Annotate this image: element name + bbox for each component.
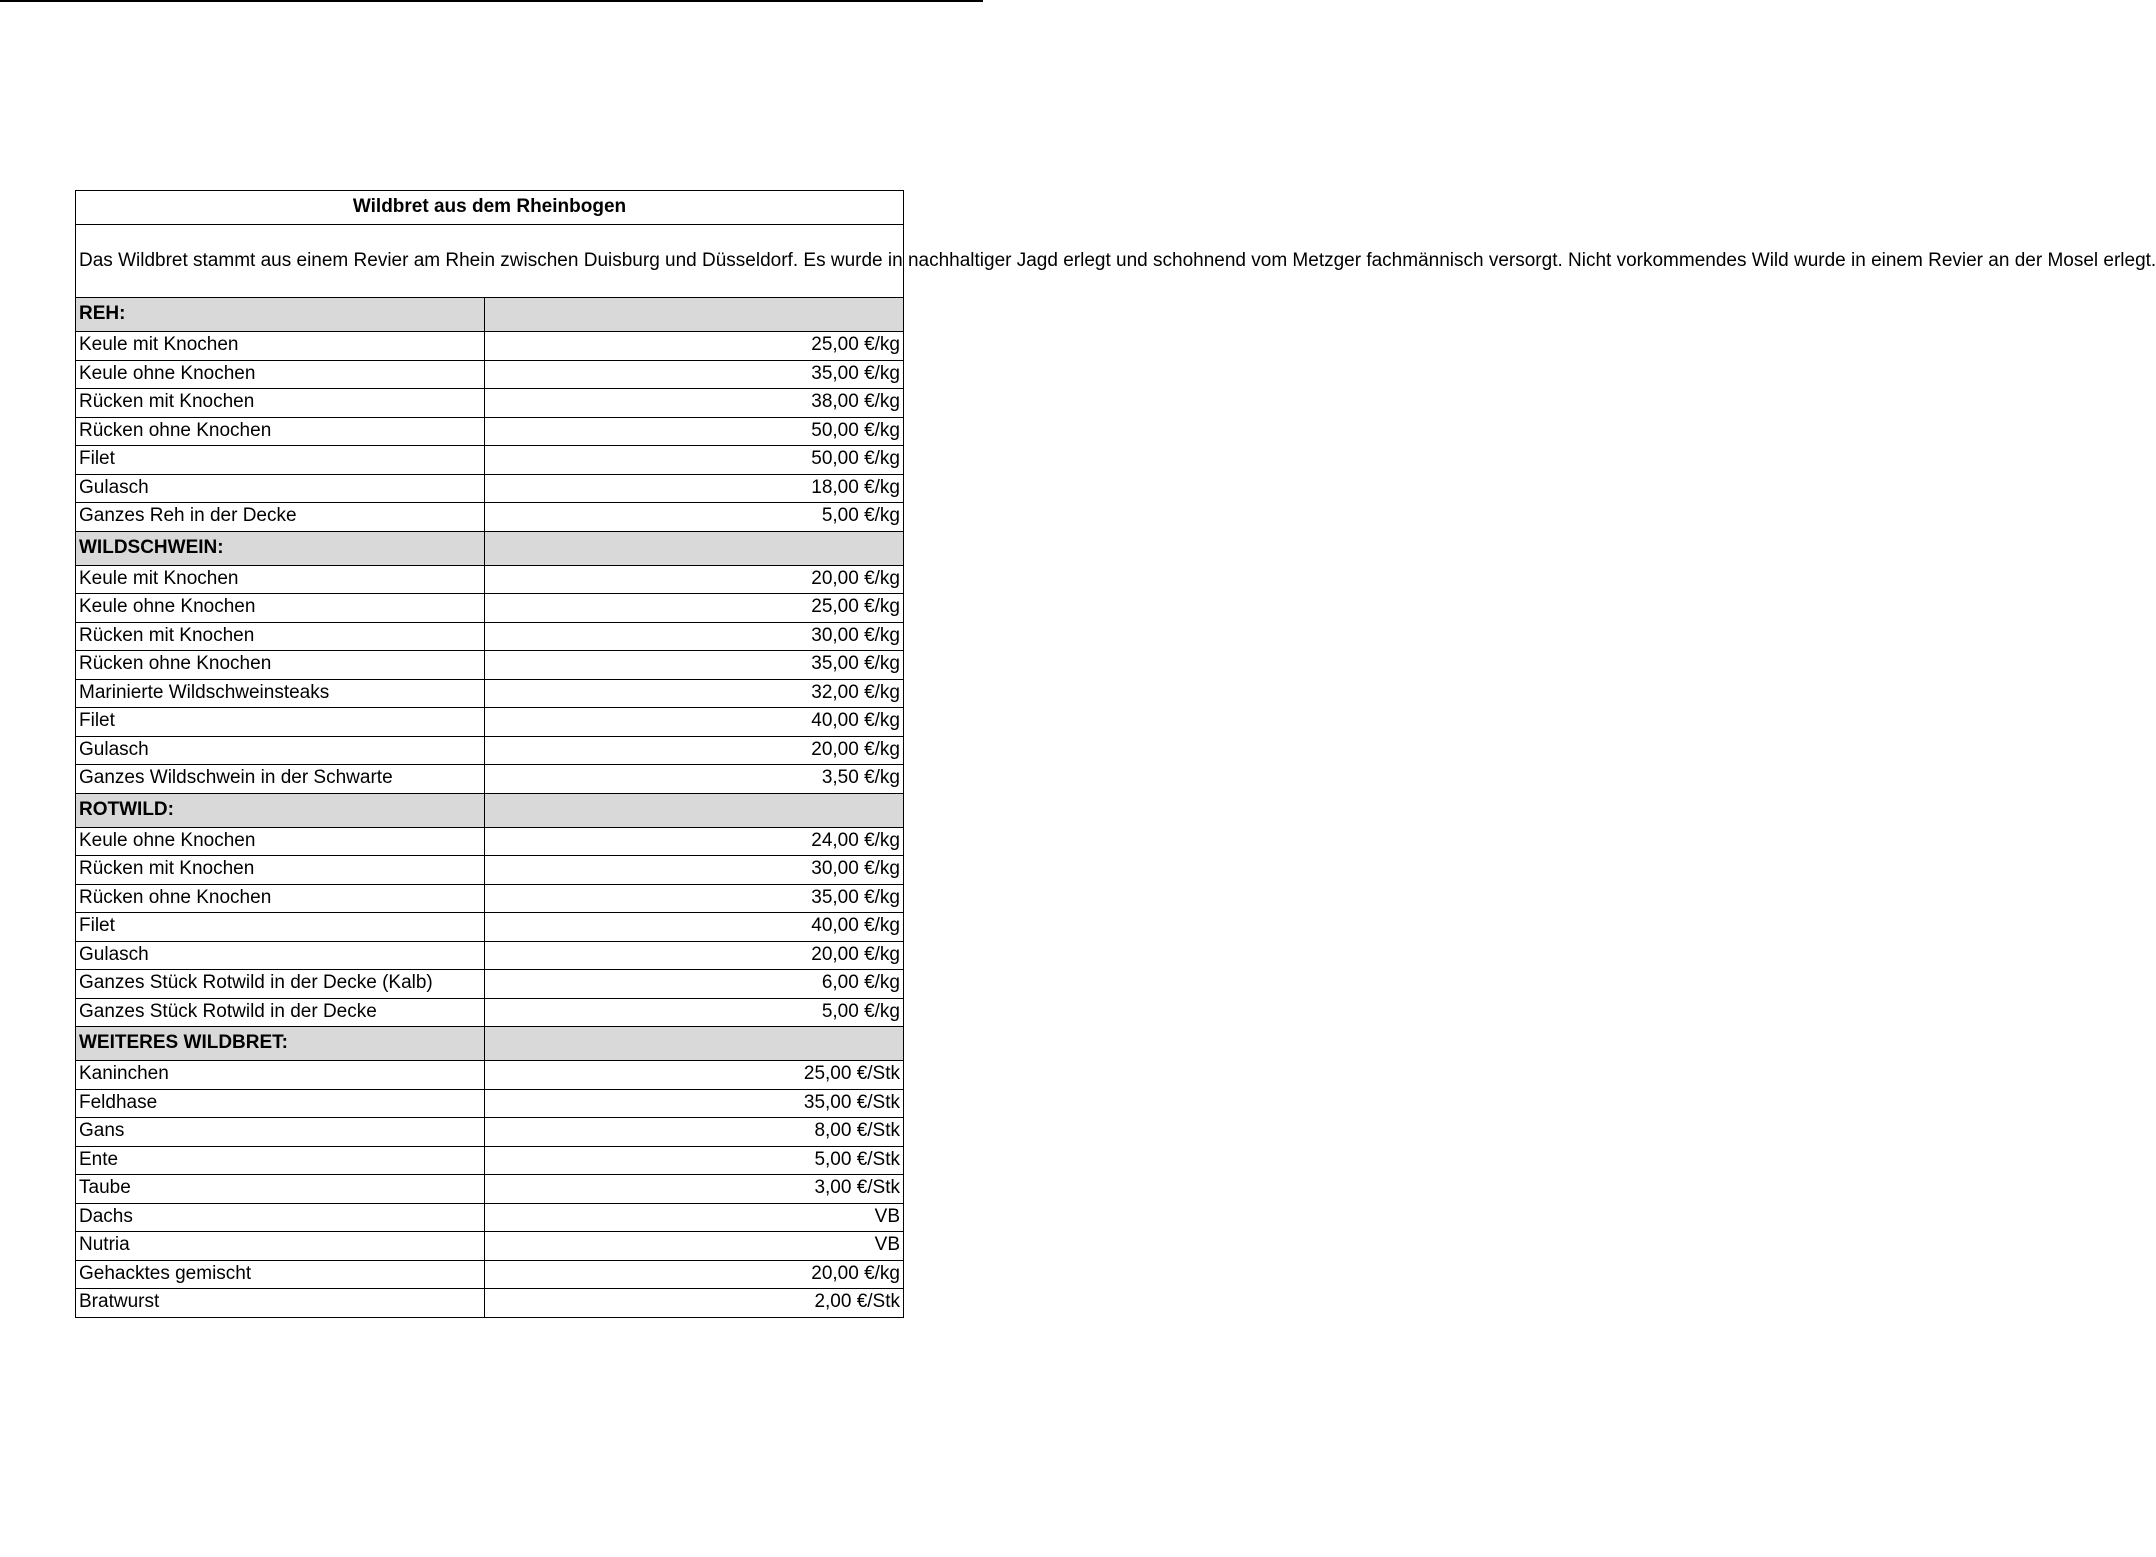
item-price: 50,00 €/kg [485, 417, 904, 446]
item-price: 25,00 €/Stk [485, 1061, 904, 1090]
table-row [76, 1232, 904, 1261]
table-row [76, 565, 904, 594]
table-row [76, 417, 904, 446]
table-row [76, 446, 904, 475]
table-row [76, 1089, 904, 1118]
table-row [76, 651, 904, 680]
table-row [76, 1289, 904, 1318]
section-header-blank-cell [485, 1027, 904, 1061]
item-price: 25,00 €/kg [485, 332, 904, 361]
item-label: Gulasch [76, 736, 485, 765]
table-row [76, 389, 904, 418]
item-price: 8,00 €/Stk [485, 1118, 904, 1147]
item-label: Rücken mit Knochen [76, 856, 485, 885]
price-table-body [76, 191, 2156, 1318]
item-label: Keule mit Knochen [76, 332, 485, 361]
title-row [76, 191, 904, 225]
item-label: Rücken ohne Knochen [76, 417, 485, 446]
item-price: 5,00 €/kg [485, 998, 904, 1027]
table-row [76, 884, 904, 913]
item-price: 35,00 €/kg [485, 360, 904, 389]
table-row [76, 1203, 904, 1232]
item-price: 35,00 €/kg [485, 651, 904, 680]
item-price: 25,00 €/kg [485, 594, 904, 623]
table-row [76, 1175, 904, 1204]
item-price: 35,00 €/kg [485, 884, 904, 913]
item-price: 2,00 €/Stk [485, 1289, 904, 1318]
description-row [76, 225, 904, 298]
item-price: 40,00 €/kg [485, 913, 904, 942]
section-name: WEITERES WILDBRET: [76, 1027, 485, 1061]
table-row [76, 1061, 904, 1090]
item-price: 35,00 €/Stk [485, 1089, 904, 1118]
table-row [76, 1260, 904, 1289]
item-price: 30,00 €/kg [485, 856, 904, 885]
section-name: WILDSCHWEIN: [76, 531, 485, 565]
item-price: 20,00 €/kg [485, 565, 904, 594]
item-price: 18,00 €/kg [485, 474, 904, 503]
item-label: Keule ohne Knochen [76, 827, 485, 856]
item-label: Filet [76, 708, 485, 737]
item-label: Keule ohne Knochen [76, 360, 485, 389]
item-price: 50,00 €/kg [485, 446, 904, 475]
item-label: Gulasch [76, 474, 485, 503]
item-price: 32,00 €/kg [485, 679, 904, 708]
item-price: 20,00 €/kg [485, 736, 904, 765]
item-price: 20,00 €/kg [485, 1260, 904, 1289]
item-price: 5,00 €/kg [485, 503, 904, 532]
table-row [76, 332, 904, 361]
item-price: 20,00 €/kg [485, 941, 904, 970]
item-price: 3,00 €/Stk [485, 1175, 904, 1204]
item-price: VB [485, 1232, 904, 1261]
item-label: Gulasch [76, 941, 485, 970]
item-label: Gans [76, 1118, 485, 1147]
table-row [76, 998, 904, 1027]
table-row [76, 360, 904, 389]
description-text: Das Wildbret stammt aus einem Revier am Rhein zwischen Duisburg und Düsseldorf. Es wurde in nachhaltiger Jagd erlegt und schohnend vom Metzger fachmännisch versorgt. Nicht vorkommendes Wild wurde in einem Revier an der Mosel erlegt. [76, 225, 904, 298]
document-title: Wildbret aus dem Rheinbogen [76, 191, 904, 225]
section-header-blank-cell [485, 298, 904, 332]
table-row [76, 708, 904, 737]
table-row [76, 1146, 904, 1175]
table-row [76, 1118, 904, 1147]
section-name: REH: [76, 298, 485, 332]
item-price: 3,50 €/kg [485, 765, 904, 794]
table-row [76, 913, 904, 942]
price-table [75, 190, 2156, 1318]
item-label: Nutria [76, 1232, 485, 1261]
item-label: Bratwurst [76, 1289, 485, 1318]
item-label: Rücken mit Knochen [76, 389, 485, 418]
item-price: 5,00 €/Stk [485, 1146, 904, 1175]
item-label: Kaninchen [76, 1061, 485, 1090]
table-row [76, 503, 904, 532]
item-label: Filet [76, 913, 485, 942]
table-row [76, 827, 904, 856]
table-row [76, 736, 904, 765]
item-price: 30,00 €/kg [485, 622, 904, 651]
item-price: 6,00 €/kg [485, 970, 904, 999]
item-label: Filet [76, 446, 485, 475]
item-label: Rücken ohne Knochen [76, 884, 485, 913]
table-row [76, 765, 904, 794]
item-label: Rücken mit Knochen [76, 622, 485, 651]
item-label: Feldhase [76, 1089, 485, 1118]
item-label: Rücken ohne Knochen [76, 651, 485, 680]
table-row [76, 941, 904, 970]
section-header-row [76, 1027, 904, 1061]
table-row [76, 594, 904, 623]
item-label: Dachs [76, 1203, 485, 1232]
section-header-blank-cell [485, 531, 904, 565]
item-price: 24,00 €/kg [485, 827, 904, 856]
item-label: Ganzes Stück Rotwild in der Decke [76, 998, 485, 1027]
item-label: Keule ohne Knochen [76, 594, 485, 623]
item-label: Ganzes Reh in der Decke [76, 503, 485, 532]
item-label: Ganzes Stück Rotwild in der Decke (Kalb) [76, 970, 485, 999]
section-header-blank-cell [485, 793, 904, 827]
section-header-row [76, 298, 904, 332]
item-label: Marinierte Wildschweinsteaks [76, 679, 485, 708]
section-name: ROTWILD: [76, 793, 485, 827]
table-row [76, 970, 904, 999]
item-label: Keule mit Knochen [76, 565, 485, 594]
item-label: Gehacktes gemischt [76, 1260, 485, 1289]
item-label: Taube [76, 1175, 485, 1204]
item-price: 40,00 €/kg [485, 708, 904, 737]
section-header-row [76, 531, 904, 565]
table-row [76, 622, 904, 651]
table-row [76, 474, 904, 503]
item-label: Ente [76, 1146, 485, 1175]
top-divider [0, 0, 983, 2]
item-price: VB [485, 1203, 904, 1232]
item-label: Ganzes Wildschwein in der Schwarte [76, 765, 485, 794]
table-row [76, 679, 904, 708]
section-header-row [76, 793, 904, 827]
item-price: 38,00 €/kg [485, 389, 904, 418]
table-row [76, 856, 904, 885]
